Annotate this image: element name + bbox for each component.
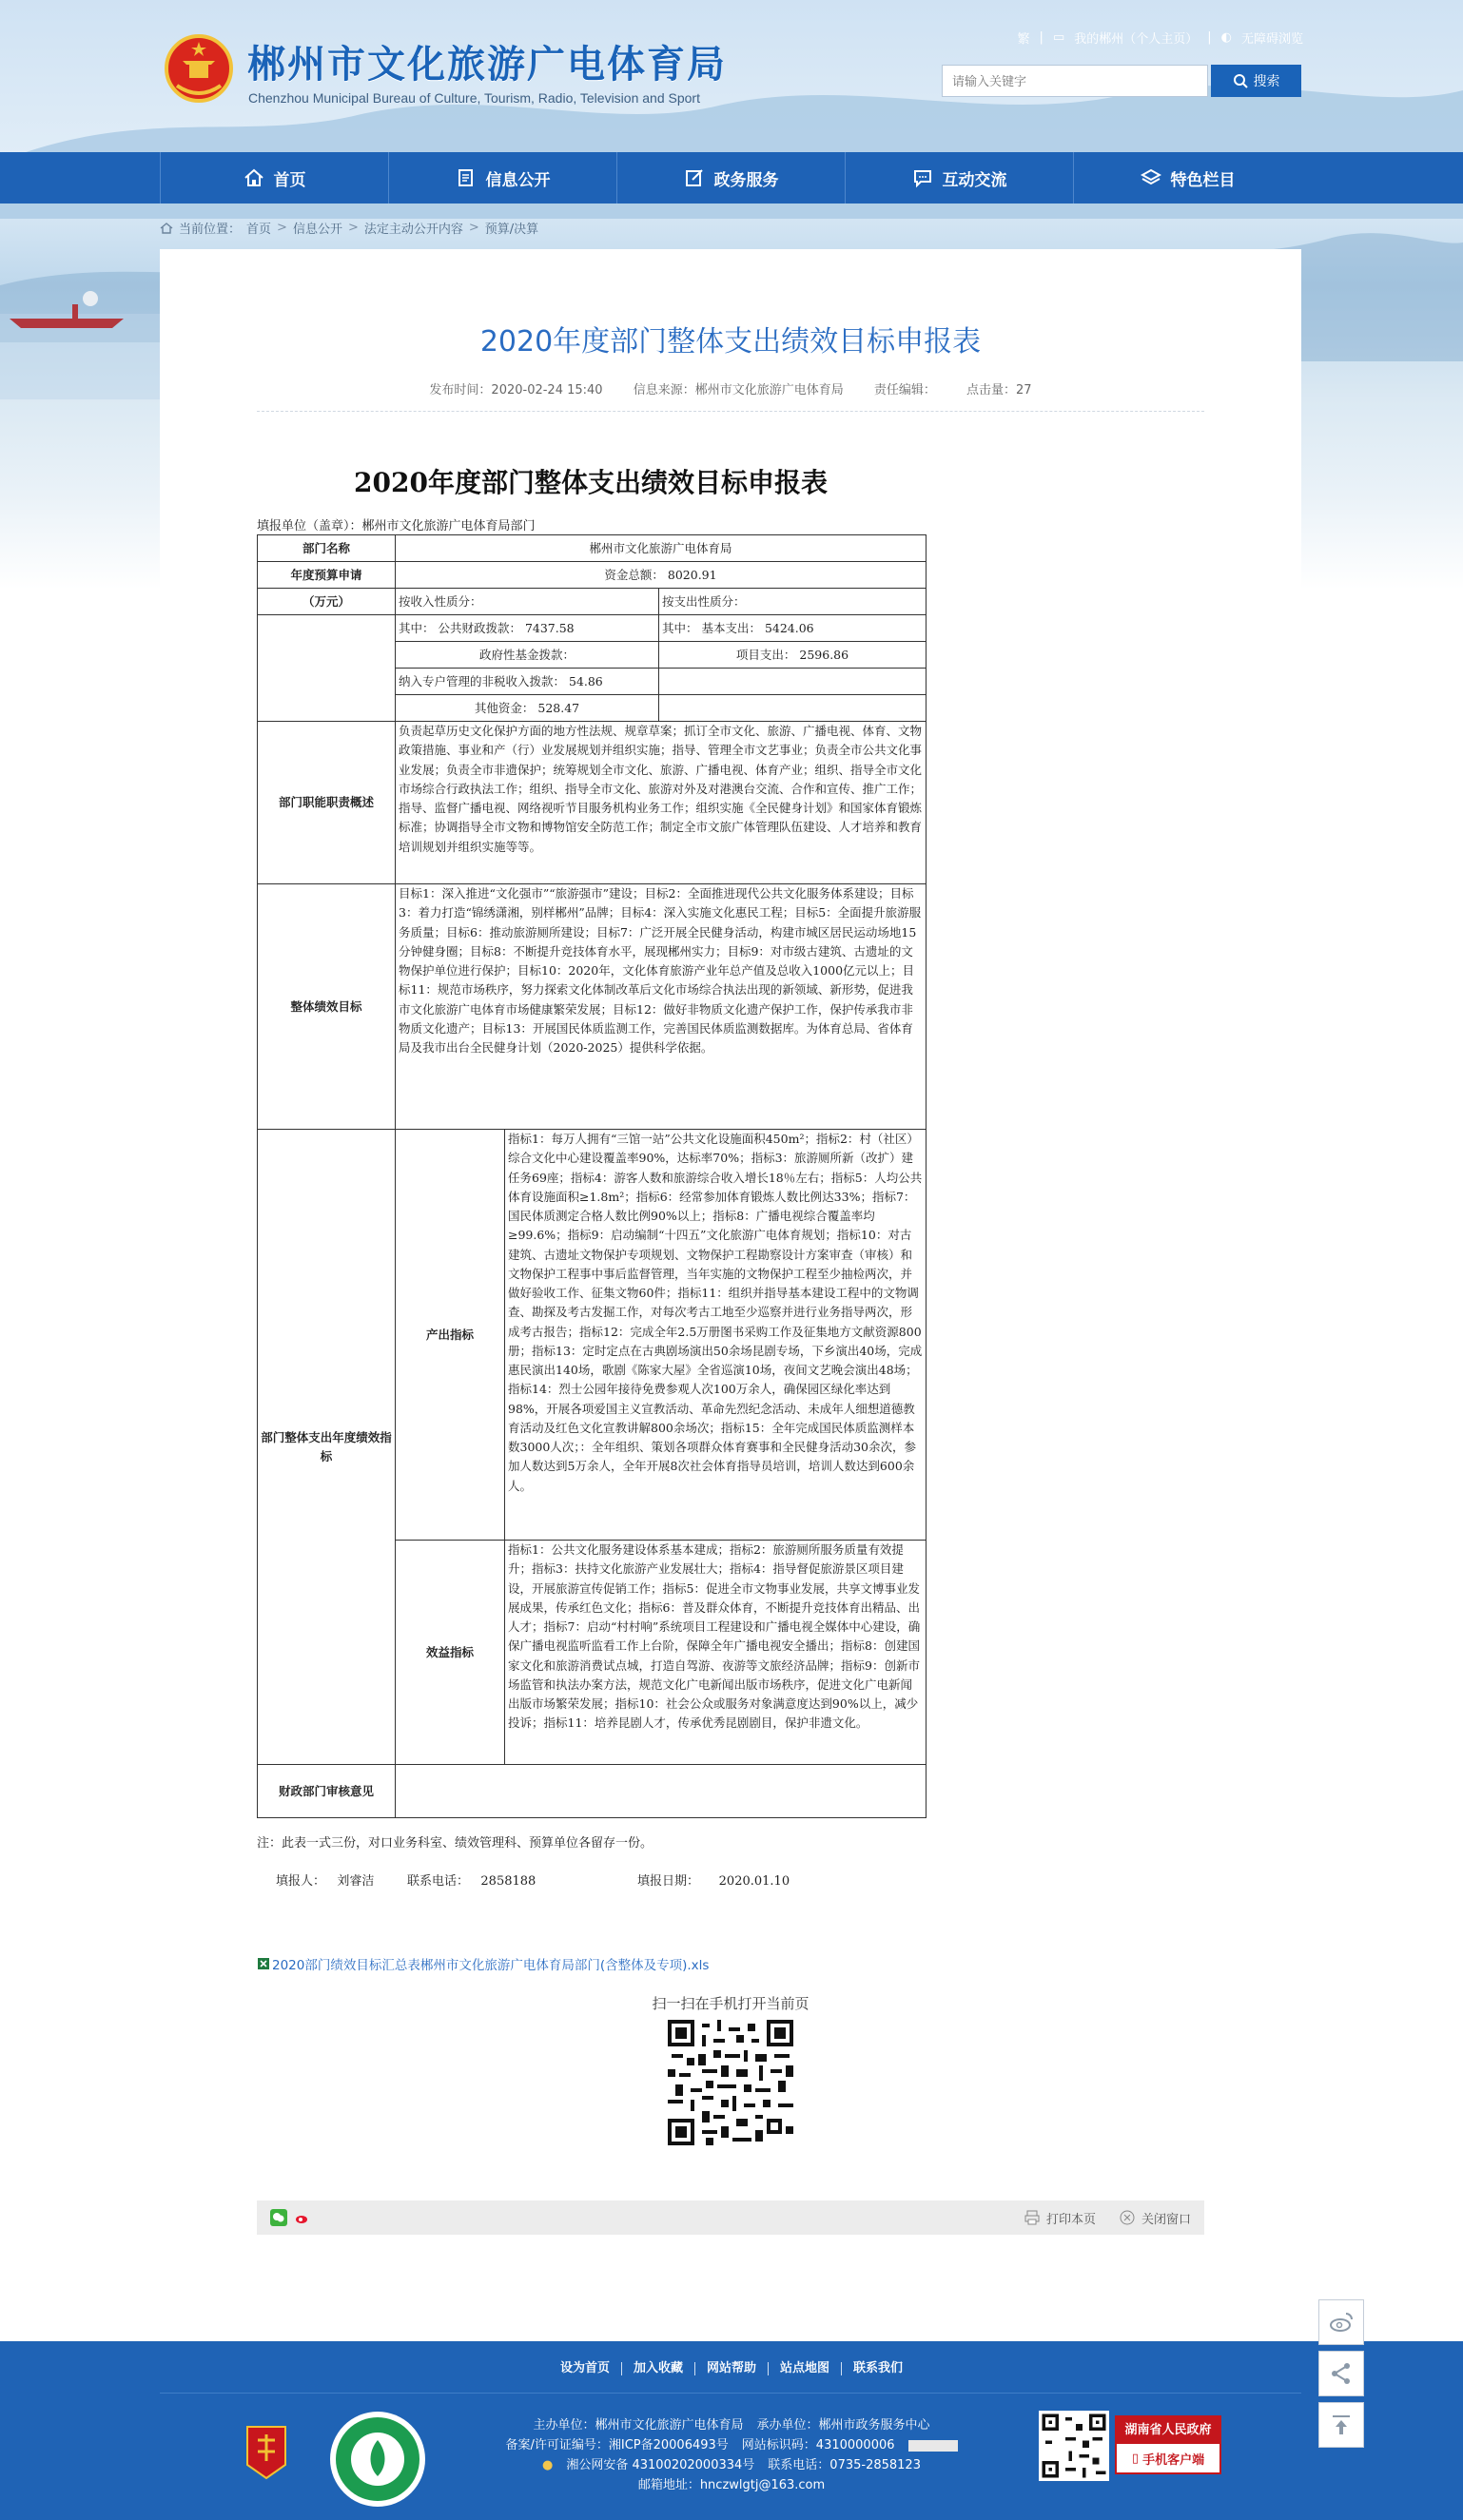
attachment-link[interactable] [257,1954,709,1973]
cell-value: 政府性基金拨款： [396,642,659,669]
cell-value: 其中： 基本支出： 5424.06 [659,615,927,642]
breadcrumb-item[interactable]: 法定主动公开内容 [363,223,463,237]
cell-value: 资金总额： 8020.91 [396,562,927,589]
nav-label: 首页 [273,170,306,190]
search-input[interactable] [942,65,1208,97]
cell-label: 年度预算申请 [258,562,396,589]
cell-value: 其中： 公共财政拨款： 7437.58 [396,615,659,642]
search-button-label: 搜索 [1253,73,1280,88]
cell-text: 负责起草历史文化保护方面的地方性法规、规章草案；抓订全市文化、旅游、广播电视、体育、文物政策措施、事业和产（行）业发展规划并组织实施；指导、管理全市文艺事业；负责全市公共文化事业发展；负责全市非遗保护；统筹规划全市文化、旅游、广播电视、体育产业；组织、指导全市文化市场综合行政执法工作；组织、指导全市文化、旅游对外及对港澳台交流、合作和宣传、推广工作；指导、监督广播电视、网络视听节目服务机构业务工作；组织实施《全民健身计划》和国家体育锻炼标准；协调指导全市文物和博物馆安全防范工作；制定全市文旅广体管理队伍建设、人才培养和教育培训规划并组织实施等等。 [396,722,927,884]
phone: 联系电话： 2858188 [407,1874,536,1889]
nav-item-gov-service[interactable] [617,152,846,204]
document-icon [456,167,477,188]
cell-value: 按支出性质分： [659,589,927,615]
cell-label: 部门整体支出年度绩效指标 [258,1130,396,1765]
wechat-share-icon[interactable] [270,2209,287,2226]
qr-label: 扫一扫在手机打开当前页 [652,1995,810,2012]
editor: 责任编辑： [873,383,936,397]
footer-link[interactable]: 网站帮助 [695,2362,769,2375]
cell-label: （万元） [258,589,396,615]
publish-date: 发布时间：2020-02-24 15:40 [429,383,603,397]
close-window-button[interactable] [1119,2209,1191,2227]
view-count: 点击量：27 [966,383,1032,397]
layers-icon [1141,167,1161,188]
accessibility-link[interactable]: 无障碍浏览 [1240,32,1303,47]
home-icon [244,167,264,188]
nav-label: 互动交流 [942,170,1007,190]
traditional-chinese-link[interactable]: 繁 [1017,32,1030,47]
footer-police[interactable]: 湘公网安备 43100202000334号 [566,2458,755,2472]
print-button[interactable] [1024,2209,1096,2227]
footer-link[interactable]: 加入收藏 [622,2362,695,2375]
breadcrumb-item[interactable]: 预算/决算 [484,223,539,237]
breadcrumb-sep: > [277,221,287,235]
personal-homepage-link[interactable]: 我的郴州（个人主页） [1074,32,1199,47]
nav-item-special[interactable] [1074,152,1301,204]
breadcrumb-prefix: 当前位置： [179,223,242,237]
share-bar [257,2200,1204,2235]
cell-label: 效益指标 [396,1541,505,1765]
article-panel [160,249,1301,2317]
table-note: 注：此表一式三份，对口业务科室、绩效管理科、预算单位各留存一份。 [257,1836,653,1851]
excel-file-icon [257,1957,270,1970]
site-subtitle: Chenzhou Municipal Bureau of Culture, Tourism, Radio, Television and Sport [248,90,700,106]
breadcrumb-item[interactable]: 信息公开 [292,223,342,237]
signature-row [276,1871,790,1889]
nav-label: 信息公开 [485,170,551,190]
monitor-icon: ▭ [1052,30,1065,45]
share-icon [1328,2360,1355,2387]
divider [257,411,1204,412]
cell-label: 部门名称 [258,535,396,562]
cell-empty [258,615,396,722]
footer-email: 邮箱地址：hnczwlgtj@163.com [637,2478,826,2492]
footer-link[interactable]: 设为首页 [549,2362,622,2375]
nav-item-home[interactable] [160,152,389,204]
nav-item-interaction[interactable] [846,152,1074,204]
cell-text: 目标1：深入推进“文化强市”“旅游强市”建设；目标2：全面推进现代公共文化服务体系建设；目标3：着力打造“锦绣潇湘，别样郴州”品牌；目标4：深入实施文化惠民工程；目标5：全面提升旅游服务质量；目标6：推动旅游厕所建设；目标7：广泛开展全民健身活动，构建市城区居民运动场地15分钟健身圈；目标8：不断提升竞技体育水平，展现郴州实力；目标9：对市级古建筑、古遗址的文物保护单位进行保护；目标10：2020年，文化体育旅游产业年总产值及总收入1000亿元以上；目标11：规范市场秩序，努力探索文化体制改革后文化市场综合执法出现的新领域、新形势，促进我市文化旅游广电体育市场健康繁荣发展；目标12：做好非物质文化遗产保护工作，保护传承我市非物质文化遗产；目标13：开展国民体质监测工作，完善国民体质监测数据库。为体育总局、省体育局及我市出台全民健身计划（2020-2025）提供科学依据。 [396,884,927,1130]
gov-app-title: 湖南省人民政府 [1117,2417,1219,2444]
dnzz-badge-icon [908,2440,958,2452]
performance-table [257,534,927,1818]
cell-label: 部门职能职责概述 [258,722,396,884]
cell-label: 产出指标 [396,1130,505,1541]
footer-divider [160,2393,1301,2394]
separator: | [1039,30,1044,45]
footer-host: 主办单位：郴州市文化旅游广电体育局 [533,2418,744,2433]
share-float-button[interactable] [1318,2351,1364,2396]
gov-app-badge[interactable] [1115,2415,1221,2474]
close-label: 关闭窗口 [1141,2212,1191,2227]
top-links [1018,29,1303,47]
footer-links [0,2362,1463,2375]
cell-value: 纳入专户管理的非税收入拨款： 54.86 [396,669,659,695]
cell-label: 整体绩效目标 [258,884,396,1130]
print-label: 打印本页 [1045,2212,1096,2227]
weibo-share-icon[interactable] [293,2209,310,2226]
reporting-unit: 填报单位（盖章）：郴州市文化旅游广电体育局部门 [257,519,536,533]
accessibility-icon: ◐ [1220,30,1232,45]
footer-info [0,2415,1463,2495]
cell-value: 项目支出： 2596.86 [659,642,927,669]
phone-icon: ▯ [1131,2451,1140,2466]
police-badge-icon: ● [542,2458,554,2472]
cell-value: 郴州市文化旅游广电体育局 [396,535,927,562]
cell-empty [659,669,927,695]
breadcrumb-sep: > [468,221,479,235]
search-icon [1233,73,1248,88]
printer-icon [1024,2209,1041,2226]
footer-link[interactable]: 联系我们 [853,2361,904,2375]
footer-phone: 联系电话：0735-2858123 [768,2458,921,2472]
chat-icon [912,167,933,188]
cell-label: 财政部门审核意见 [258,1765,396,1818]
footer-site-code: 网站标识码：4310000006 [741,2438,895,2452]
qr-code-icon [668,2020,793,2145]
weibo-float-button[interactable] [1318,2299,1364,2345]
close-icon [1119,2209,1136,2226]
article-meta [160,379,1301,397]
breadcrumb-item[interactable]: 首页 [246,223,272,237]
cell-text [396,1765,927,1818]
arrow-up-icon [1328,2412,1355,2438]
filler: 填报人： 刘睿洁 [276,1874,375,1889]
main-nav [0,152,1463,204]
info-source: 信息来源：郴州市文化旅游广电体育局 [633,383,844,397]
document-title: 2020年度部门整体支出绩效目标申报表 [354,467,828,498]
separator: | [1207,30,1212,45]
footer-link[interactable]: 站点地图 [769,2362,842,2375]
search-button[interactable] [1211,65,1301,97]
site-title: 郴州市文化旅游广电体育局 [247,43,727,87]
cell-value: 其他资金： 528.47 [396,695,659,722]
edit-icon [684,167,705,188]
floating-toolbar [1318,2299,1364,2448]
back-to-top-button[interactable] [1318,2402,1364,2448]
nav-label: 特色栏目 [1170,170,1236,190]
breadcrumb-sep: > [347,221,359,235]
footer-qr-code-icon [1039,2411,1109,2481]
gov-app-subtitle: 手机客户端 [1142,2452,1205,2468]
home-icon [160,222,173,235]
footer-icp[interactable]: 备案/许可证编号：湘ICP备20006493号 [505,2438,729,2452]
breadcrumb [160,219,538,237]
cell-text: 指标1：每万人拥有“三馆一站”公共文化设施面积450m²；指标2：村（社区）综合文化中心建设覆盖率90%，达标率70%；指标3：旅游厕所新（改扩）建任务69座；指标4：游客人数和旅游综合收入增长18％左右；指标5：人均公共体育设施面积≥1.8m²；指标6：经常参加体育锻炼人数比例达33%；指标7：国民体质测定合格人数比例90%以上；指标8：广播电视综合覆盖率均≥99.6%；指标9：启动编制“十四五”文化旅游广电体育规划；指标10：对古建筑、古遗址文物保护专项规划、文物保护工程勘察设计方案审查（审核）和文物保护工程事中事后监督管理，当年实施的文物保护工程至少抽检两次，并做好验收工作、征集文物60件；指标11：组织并指导基本建设工程中的文物调查、勘探及考古发掘工作，对每次考古工地至少巡察并进行业务指导两次，形成考古报告；指标12：完成全年2.5万册图书采购工作及征集地方文献资源800册；指标13：定时定点在古典剧场演出50余场昆剧专场，下乡演出40场，完成惠民演出140场，歌剧《陈家大屋》全省巡演10场，夜间文艺晚会演出48场；指标14：烈士公园年接待免费参观人次100万余人，确保园区绿化率达到98%，开展各项爱国主义宣教活动、革命先烈纪念活动、未成年人细想道德教育活动及红色文化宣教讲解800余场次；指标15：全年完成国民体质监测样本数3000人次；：全年组织、策划各项群众体育赛事和全民健身活动30余次，参加人数达到5万余人，全年开展8次社会体育指导员培训，培训人数达到600余人。 [505,1130,927,1541]
cell-empty [659,695,927,722]
fill-date: 填报日期： 2020.01.10 [637,1874,790,1889]
footer-undertake: 承办单位：郴州市政务服务中心 [756,2418,930,2433]
national-emblem-icon [164,32,234,107]
cell-text: 指标1：公共文化服务建设体系基本建成；指标2：旅游厕所服务质量有效提升；指标3：扶持文化旅游产业发展壮大；指标4：指导督促旅游景区项目建设，开展旅游宣传促销工作；指标5：促进全市文物事业发展，共享文博事业发展成果，传承红色文化；指标6：普及群众体育，不断提升竞技体育出精品、出人才；指标7：启动“村村响”系统项目工程建设和广播电视全媒体中心建设，确保广播电视监听监看工作上台阶，保障全年广播电视安全播出；指标8：创建国家文化和旅游消费试点城，打造自驾游、夜游等文旅经济品牌；指标9：创新市场监管和执法办案方法，规范文化广电新闻出版市场秩序，促进文化广电新闻出版市场繁荣发展；指标10：社会公众或服务对象满意度达到90%以上，减少投诉；指标11：培养昆剧人才，传承优秀昆剧剧目，保护非遗文化。 [505,1541,927,1765]
attachment-name: 2020部门绩效目标汇总表郴州市文化旅游广电体育局部门(含整体及专项).xls [272,1958,710,1973]
cell-value: 按收入性质分： [396,589,659,615]
weibo-icon [1328,2309,1355,2336]
article-title: 2020年度部门整体支出绩效目标申报表 [479,325,982,359]
nav-label: 政务服务 [713,170,779,190]
nav-item-info-public[interactable] [389,152,617,204]
